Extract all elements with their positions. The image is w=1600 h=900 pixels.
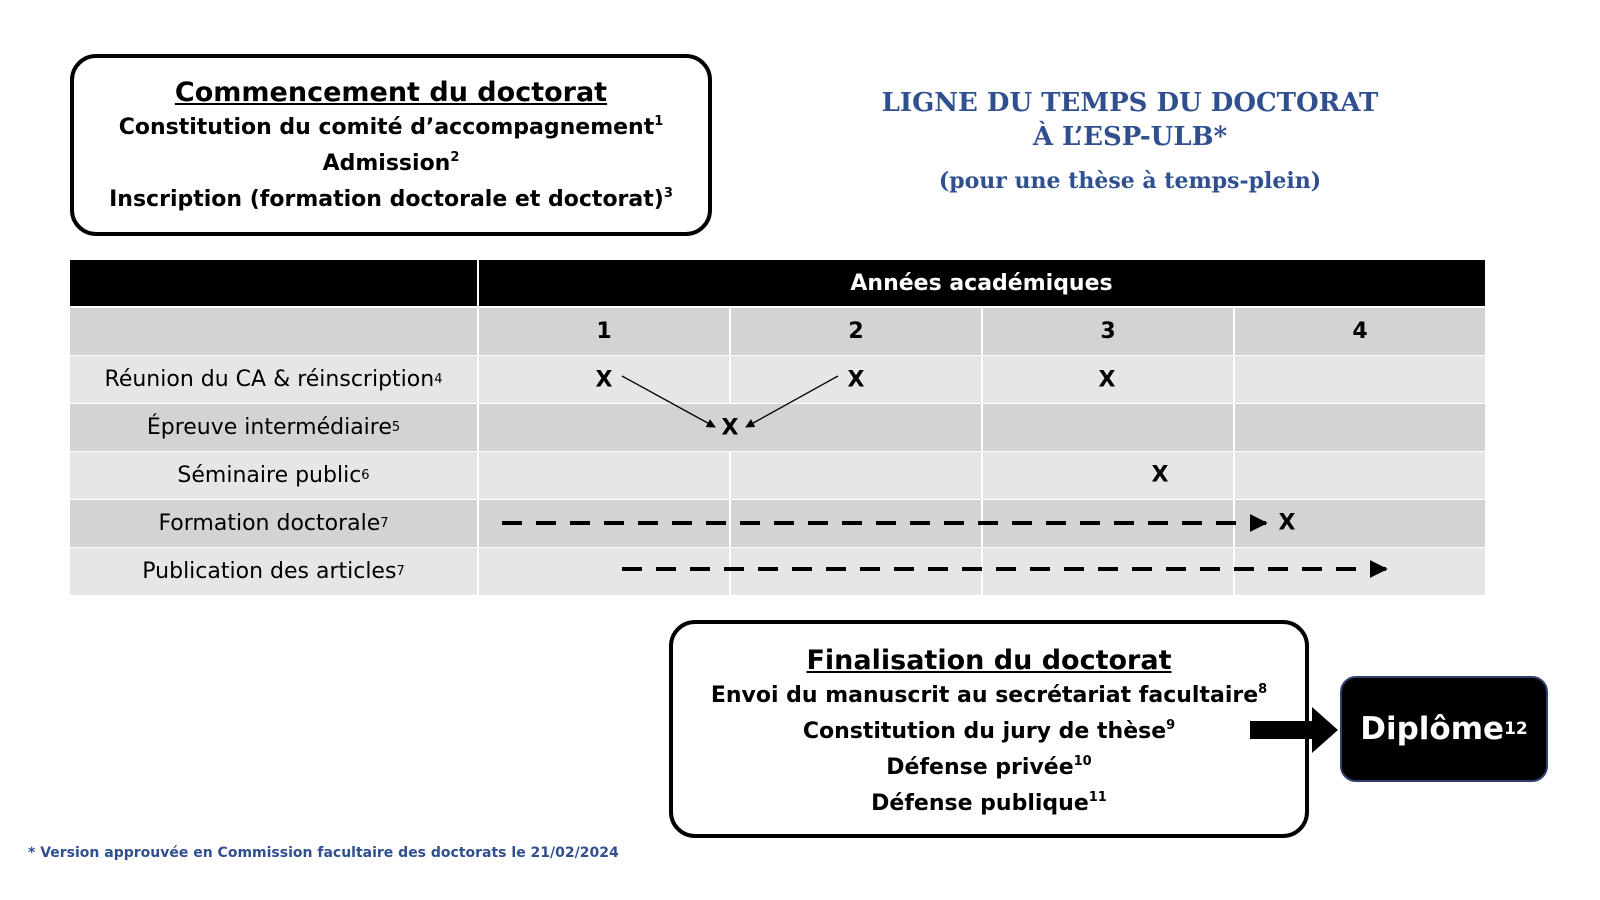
mark-reunion-year-1: X: [595, 367, 613, 393]
finalisation-item: Défense privée$^{10}$: [886, 754, 1092, 780]
mark-epreuve: X: [721, 415, 739, 441]
row-label-publication: Publication des articles 7: [142, 559, 405, 584]
diploma-box: Diplôme 12: [1340, 676, 1548, 782]
finalisation-item: Constitution du jury de thèse$^9$: [802, 718, 1176, 744]
arrow-year2-to-epreuve: [746, 376, 838, 427]
row-label-reunion: Réunion du CA & réinscription 4: [104, 367, 443, 392]
start-item: Inscription (formation doctorale et doctorat)$^3$: [109, 186, 673, 212]
year-4: 4: [1352, 319, 1368, 344]
page-title-line2: À L’ESP-ULB*: [1032, 122, 1228, 152]
mark-reunion-year-3: X: [1098, 367, 1116, 393]
mark-reunion-year-2: X: [847, 367, 865, 393]
row-label-formation: Formation doctorale 7: [158, 511, 389, 536]
arrow-to-diploma: [1248, 705, 1340, 755]
finalisation-item: Envoi du manuscrit au secrétariat facultaire$^8$: [710, 682, 1268, 708]
diploma-label: Diplôme: [1360, 711, 1505, 747]
footnote: * Version approuvée en Commission facultaire des doctorats le 21/02/2024: [28, 845, 619, 861]
year-3: 3: [1100, 319, 1116, 344]
academic-years-header: Années académiques: [478, 260, 1485, 306]
start-box: [70, 54, 712, 236]
timeline-table: [70, 260, 1485, 595]
start-item: Constitution du comité d’accompagnement$^1$: [118, 114, 664, 140]
year-2: 2: [848, 319, 864, 344]
finalisation-title: Finalisation du doctorat: [806, 645, 1172, 676]
mark-formation-end: X: [1278, 510, 1296, 536]
arrow-year1-to-epreuve: [622, 376, 715, 427]
page-subtitle: (pour une thèse à temps-plein): [938, 168, 1322, 194]
start-title: Commencement du doctorat: [174, 77, 608, 108]
row-label-epreuve: Épreuve intermédiaire 5: [146, 415, 401, 440]
finalisation-item: Défense publique$^{11}$: [871, 790, 1107, 816]
page-title-line1: LIGNE DU TEMPS DU DOCTORAT: [881, 88, 1379, 118]
finalisation-box: [669, 620, 1309, 838]
row-label-seminaire: Séminaire public 6: [177, 463, 370, 488]
timeline-arrows: [70, 260, 1485, 595]
start-item: Admission$^2$: [322, 150, 460, 176]
mark-seminaire: X: [1151, 462, 1169, 488]
year-1: 1: [596, 319, 612, 344]
